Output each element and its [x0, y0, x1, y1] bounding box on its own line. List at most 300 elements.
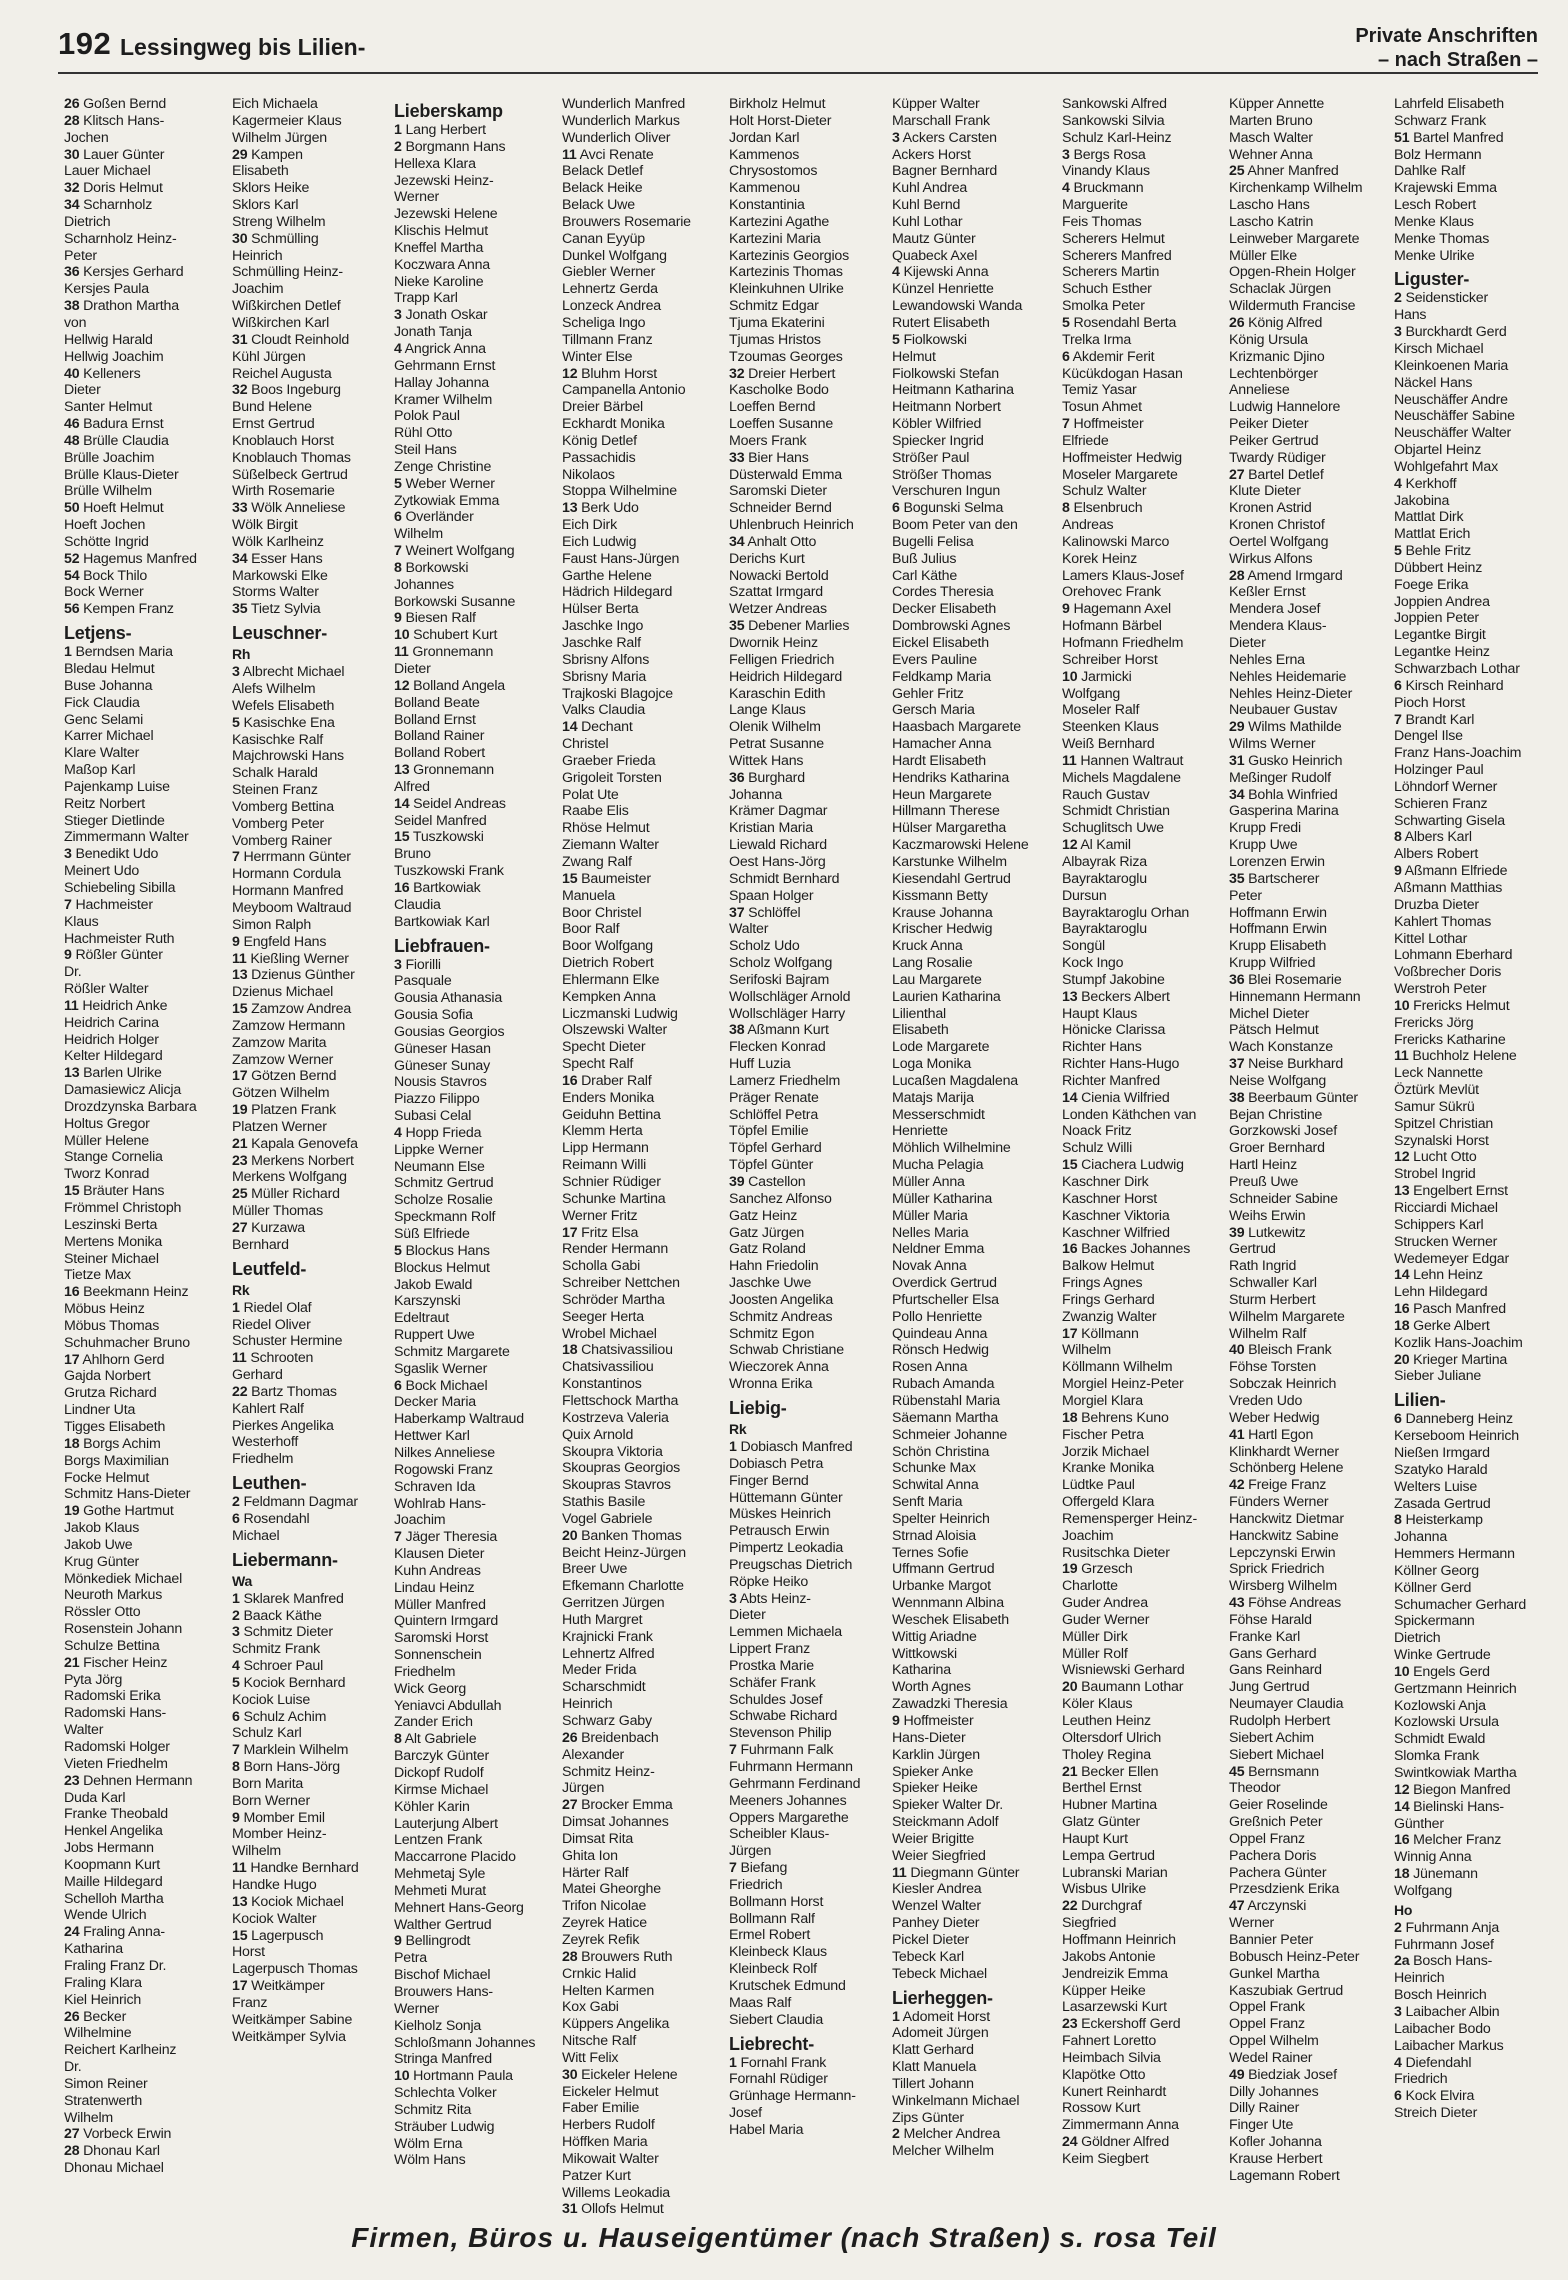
resident-entry: Hülser Margaretha [892, 820, 1007, 837]
resident-entry: Lorenzen Erwin [1229, 853, 1325, 870]
resident-entry: Foege Erika [1394, 576, 1469, 593]
resident-entry: Müller Elke [1229, 247, 1297, 264]
resident-entry: 16 Melcher Franz [1394, 1832, 1502, 1849]
resident-entry: Radomski Erika [64, 1688, 161, 1705]
resident-entry: Müller Dirk [1062, 1628, 1128, 1645]
resident-entry: Tebeck Michael [892, 1965, 987, 1982]
resident-entry: Peiker Gertrud [1229, 432, 1319, 449]
resident-entry: Hönicke Clarissa [1062, 1022, 1166, 1039]
resident-entry: Kleinbeck Rolf [729, 1961, 817, 1978]
resident-entry: Schnier Rüdiger [562, 1174, 661, 1190]
resident-entry: 4 Schroer Paul [232, 1658, 324, 1675]
section-label-line1: Private Anschriften [1355, 25, 1538, 47]
resident-entry: Jonath Tanja [394, 324, 472, 341]
resident-entry: Boor Wolfgang [562, 938, 653, 955]
section-label [1355, 24, 1538, 72]
house-number: 22 [1062, 1898, 1078, 1915]
house-number: 16 [1394, 1832, 1410, 1849]
resident-entry: Weschek Elisabeth [892, 1611, 1009, 1628]
resident-entry: Bollmann Horst [729, 1893, 824, 1910]
house-number: 20 [562, 1527, 578, 1544]
resident-entry: Breer Uwe [562, 1561, 628, 1578]
resident-entry: Berthel Ernst [1062, 1780, 1142, 1797]
resident-entry: Oppel Frank [1229, 1999, 1305, 2016]
resident-entry: Frings Gerhard [1062, 1291, 1155, 1308]
resident-entry: 14 Bielinski Hans- [1394, 1798, 1504, 1815]
resident-entry: Krug Günter [64, 1553, 140, 1570]
resident-entry: Leszinski Berta [64, 1216, 158, 1233]
house-number: 15 [232, 1001, 248, 1018]
resident-entry: Skoupras Georgios [562, 1460, 681, 1477]
house-number: 38 [729, 1022, 745, 1039]
house-number: 14 [394, 795, 410, 812]
house-number: 16 [1062, 1241, 1078, 1258]
resident-entry: 1 Berndsen Maria [64, 644, 173, 661]
resident-entry: Gousia Sofia [394, 1007, 473, 1024]
resident-entry: Lamerz Friedhelm [729, 1072, 841, 1089]
resident-entry: Klaus [64, 913, 99, 930]
house-number: 23 [64, 1772, 80, 1789]
resident-entry: Bobusch Heinz-Peter [1229, 1948, 1360, 1965]
resident-entry: Hormann Manfred [232, 883, 344, 900]
resident-entry: Krajnicki Frank [562, 1628, 653, 1645]
resident-entry: Wilhelm [1062, 1342, 1112, 1359]
resident-entry: Rusitschka Dieter [1062, 1544, 1170, 1561]
resident-entry: Heimbach Silvia [1062, 2049, 1161, 2066]
resident-entry: Wolfgang [1394, 1882, 1453, 1899]
resident-entry: 33 Wölk Anneliese [232, 500, 346, 517]
resident-entry: 32 Dreier Herbert [729, 365, 836, 382]
resident-entry: Kociok Luise [232, 1691, 311, 1708]
resident-entry: Winkelmann Michael [892, 2092, 1020, 2109]
house-number: 6 [1394, 2088, 1402, 2105]
house-number: 9 [394, 610, 402, 627]
resident-entry: Rosen Anna [892, 1359, 968, 1376]
resident-entry: Weiß Bernhard [1062, 736, 1155, 753]
resident-entry: Haberkamp Waltraud [394, 1411, 524, 1428]
resident-entry: Rubach Amanda [892, 1376, 995, 1393]
resident-entry: Finger Ute [1229, 2117, 1294, 2134]
house-number: 14 [1394, 1798, 1410, 1815]
street-heading: Liebig- [729, 1397, 787, 1418]
resident-entry: Heidrich Hildegard [729, 668, 843, 685]
resident-entry: Gans Reinhard [1229, 1662, 1322, 1679]
resident-entry: 4 Hopp Frieda [394, 1124, 482, 1141]
resident-entry: Bund Helene [232, 399, 312, 416]
resident-entry: Zimmermann Walter [64, 829, 189, 846]
resident-entry: Strößer Thomas [892, 466, 992, 483]
resident-entry: Maßop Karl [64, 762, 136, 779]
resident-entry: Hanckwitz Dietmar [1229, 1510, 1344, 1527]
resident-entry: Seeger Herta [562, 1308, 644, 1325]
house-number: 13 [1394, 1183, 1410, 1200]
resident-entry: 6 Kock Elvira [1394, 2088, 1475, 2105]
house-number: 4 [394, 340, 402, 357]
resident-entry: Fiolkowski Stefan [892, 365, 999, 382]
resident-entry: Lindner Uta [64, 1402, 136, 1419]
resident-entry: 51 Bartel Manfred [1394, 129, 1504, 146]
resident-entry: Decker Elisabeth [892, 601, 997, 618]
resident-entry: 19 Grzesch [1062, 1561, 1133, 1578]
resident-entry: Kielholz Sonja [394, 2017, 482, 2034]
resident-entry: Kleinbeck Klaus [729, 1944, 827, 1961]
resident-entry: Witt Felix [562, 2049, 619, 2066]
house-number: 22 [232, 1383, 248, 1400]
resident-entry: 34 Bohla Winfried [1229, 786, 1338, 803]
resident-entry: Flettschock Martha [562, 1392, 679, 1409]
resident-entry: Ricciardi Michael [1394, 1200, 1498, 1216]
resident-entry: Küpper Walter [892, 96, 980, 112]
resident-entry: Ermel Robert [729, 1927, 811, 1944]
resident-entry: 38 Drathon Martha [64, 298, 179, 315]
resident-entry: Zawadzki Theresia [892, 1696, 1008, 1713]
resident-entry: Sturm Herbert [1229, 1291, 1316, 1308]
resident-entry: Werner [394, 2000, 440, 2017]
resident-entry: Schmitz Andreas [729, 1308, 833, 1325]
resident-entry: Bagner Bernhard [892, 163, 998, 180]
resident-entry: Welters Luise [1394, 1478, 1478, 1495]
resident-entry: Sklors Karl [232, 197, 299, 214]
resident-entry: Johanna [1394, 1529, 1448, 1546]
resident-entry: 2 Feldmann Dagmar [232, 1494, 358, 1511]
resident-entry: Slomka Frank [1394, 1748, 1480, 1765]
resident-entry: Schunke Martina [562, 1190, 666, 1207]
house-number: 16 [562, 1072, 578, 1089]
resident-entry: Lechtenbörger [1229, 365, 1318, 382]
resident-entry: Dieter [1229, 635, 1266, 651]
resident-entry: Kock Ingo [1062, 955, 1124, 972]
house-number: 3 [394, 956, 402, 973]
resident-entry: Yeniavci Abdullah [394, 1697, 502, 1714]
resident-entry: Kühl Jürgen [232, 348, 306, 365]
resident-entry: Wittek Hans [729, 752, 804, 769]
resident-entry: Wrobel Michael [562, 1325, 657, 1342]
resident-entry: Nousis Stavros [394, 1074, 487, 1091]
resident-entry: Albayrak Riza [1062, 853, 1147, 870]
resident-entry: Gertrud [1229, 1241, 1276, 1258]
resident-entry: Haasbach Margarete [892, 719, 1021, 736]
resident-entry: 25 Ahner Manfred [1229, 163, 1339, 180]
house-number: 13 [394, 762, 410, 779]
resident-entry: Lascho Hans [1229, 197, 1310, 214]
resident-entry: Storms Walter [232, 584, 319, 601]
resident-entry: Weber Hedwig [1229, 1409, 1320, 1426]
resident-entry: 16 Draber Ralf [562, 1072, 652, 1089]
resident-entry: Preugschas Dietrich [729, 1556, 853, 1573]
resident-entry: Köler Klaus [1062, 1696, 1133, 1713]
house-number: 19 [64, 1503, 80, 1520]
resident-entry: Nelles Maria [892, 1224, 969, 1241]
resident-entry: Meyboom Waltraud [232, 899, 352, 916]
resident-entry: Düsterwald Emma [729, 466, 842, 483]
resident-entry: Dimsat Rita [562, 1830, 634, 1847]
resident-entry: Wölm Erna [394, 2135, 463, 2152]
resident-entry: Dieter [64, 382, 101, 399]
resident-entry: Dübbert Heinz [1394, 559, 1483, 576]
resident-entry: Schmitz Gertrud [394, 1175, 494, 1192]
house-number: 12 [1394, 1781, 1410, 1798]
resident-entry: 26 Becker [64, 2008, 127, 2025]
resident-entry: Huff Luzia [729, 1056, 791, 1073]
resident-entry: Wittkowski [892, 1645, 957, 1662]
resident-entry: Oppel Franz [1229, 2016, 1305, 2033]
resident-entry: Dr. [64, 2059, 82, 2076]
resident-entry: Elfriede [1062, 432, 1109, 449]
resident-entry: Scholze Rosalie [394, 1192, 493, 1209]
resident-entry: Grigoleit Torsten [562, 769, 662, 786]
resident-entry: Gehrmann Ferdinand [729, 1775, 861, 1792]
resident-entry: Kostrzeva Valeria [562, 1409, 669, 1426]
resident-entry: Süß Elfriede [394, 1226, 470, 1242]
resident-entry: Loeffen Susanne [729, 416, 834, 433]
house-number: 23 [232, 1152, 248, 1169]
resident-entry: Schmidt Ewald [1394, 1731, 1486, 1748]
house-number: 14 [1062, 1089, 1078, 1106]
resident-entry: Dietrich Robert [562, 955, 654, 972]
house-number: 49 [1229, 2066, 1245, 2083]
resident-entry: Schreiber Nettchen [562, 1275, 680, 1292]
resident-entry: Schulze Bettina [64, 1637, 160, 1654]
resident-entry: Herbers Rudolf [562, 2117, 655, 2134]
resident-entry: Jendreizik Emma [1062, 1965, 1168, 1982]
resident-entry: Müller Helene [64, 1132, 149, 1149]
resident-entry: Stratenwerth [64, 2092, 143, 2109]
resident-entry: Meder Frida [562, 1662, 637, 1679]
resident-entry: Haupt Klaus [1062, 1005, 1138, 1022]
house-number: 52 [64, 550, 80, 567]
resident-entry: Przesdzienk Erika [1229, 1881, 1340, 1898]
resident-entry: Zimmermann Anna [1062, 2117, 1179, 2134]
resident-entry: Hardt Elisabeth [892, 752, 986, 769]
resident-entry: Riedel Oliver [232, 1316, 311, 1333]
resident-entry: Novak Anna [892, 1258, 967, 1275]
house-number: 32 [729, 365, 745, 382]
resident-entry: Bolland Rainer [394, 728, 485, 745]
resident-entry: 3 Burckhardt Gerd [1394, 324, 1507, 341]
resident-entry: Efkemann Charlotte [562, 1578, 684, 1595]
resident-entry: Gousias Georgios [394, 1023, 505, 1040]
resident-entry: Ehlermann Elke [562, 971, 660, 988]
resident-entry: Heinrich [562, 1696, 613, 1713]
resident-entry: Menke Ulrike [1394, 247, 1475, 264]
resident-entry: Panhey Dieter [892, 1915, 980, 1932]
resident-entry: Vreden Udo [1229, 1392, 1303, 1409]
resident-entry: 7 Jäger Theresia [394, 1529, 498, 1546]
resident-entry: Peter [64, 247, 97, 264]
house-number: 4 [1062, 180, 1070, 197]
resident-entry: Pyta Jörg [64, 1671, 123, 1688]
resident-entry: 7 Fuhrmann Falk [729, 1742, 834, 1759]
page-title: Lessingweg bis Lilien- [120, 34, 366, 60]
resident-entry: Scheibler Klaus- [729, 1826, 830, 1843]
resident-entry: 26 Goßen Bernd [64, 96, 167, 112]
resident-entry: 35 Debener Marlies [729, 618, 850, 635]
resident-entry: Meeners Johannes [729, 1792, 847, 1809]
resident-entry: Henriette [892, 1123, 948, 1140]
resident-entry: Kirmse Michael [394, 1781, 489, 1798]
resident-entry: Richter Hans [1062, 1039, 1142, 1056]
resident-entry: Weier Siegfried [892, 1847, 986, 1864]
resident-entry: Uhlenbruch Heinrich [729, 517, 854, 534]
resident-entry: Zasada Gertrud [1394, 1495, 1491, 1512]
house-number: 34 [729, 533, 745, 550]
resident-entry: Rhöse Helmut [562, 820, 650, 837]
resident-entry: Schlechta Volker [394, 2085, 497, 2102]
resident-entry: Strucken Werner [1394, 1233, 1498, 1250]
resident-entry: 2 Fuhrmann Anja [1394, 1919, 1500, 1936]
resident-entry: Nitsche Ralf [562, 2033, 637, 2050]
resident-entry: 5 Kociok Bernhard [232, 1674, 346, 1691]
resident-entry: 17 Ahlhorn Gerd [64, 1351, 165, 1368]
resident-entry: Schlöffel Petra [729, 1106, 819, 1123]
directory-column-8 [1229, 96, 1394, 2186]
resident-entry: Horst [232, 1944, 265, 1961]
resident-entry: Campanella Antonio [562, 382, 686, 399]
resident-entry: Rössler Otto [64, 1604, 141, 1621]
resident-entry: Hoffmann Erwin [1229, 921, 1327, 938]
resident-entry: Jakob Uwe [64, 1536, 133, 1553]
resident-entry: Belack Uwe [562, 197, 635, 214]
house-number: 13 [232, 967, 248, 984]
resident-entry: Scholz Wolfgang [729, 955, 833, 972]
resident-entry: Kittel Lothar [1394, 930, 1468, 947]
resident-entry: Wende Ulrich [64, 1907, 147, 1924]
resident-entry: Sbrisny Maria [562, 668, 647, 685]
resident-entry: Sobczak Heinrich [1229, 1376, 1337, 1393]
resident-entry: Groer Bernhard [1229, 1140, 1325, 1157]
resident-entry: Kartezinis Thomas [729, 264, 843, 281]
house-number: 30 [232, 230, 248, 247]
resident-entry: Quix Arnold [562, 1426, 634, 1443]
house-number: 26 [1229, 314, 1245, 331]
resident-entry: Gousia Athanasia [394, 990, 503, 1007]
resident-entry: Joachim [1062, 1527, 1114, 1544]
resident-entry: Brouwers Rosemarie [562, 213, 691, 230]
resident-entry: 42 Freige Franz [1229, 1477, 1327, 1494]
resident-entry: 49 Biedziak Josef [1229, 2066, 1337, 2083]
resident-entry: Dunkel Wolfgang [562, 247, 667, 264]
resident-entry: Wölm Hans [394, 2152, 466, 2169]
resident-entry: Wunderlich Oliver [562, 129, 671, 146]
resident-entry: Krause Johanna [892, 904, 993, 921]
resident-entry: 39 Lutkewitz [1229, 1224, 1306, 1241]
resident-entry: Dieter [394, 661, 431, 677]
resident-entry: Johannes [394, 576, 454, 593]
house-number: 30 [64, 146, 80, 163]
resident-entry: 12 Bolland Angela [394, 677, 505, 694]
resident-entry: Bosch Heinrich [1394, 1987, 1487, 2004]
resident-entry: 6 Danneberg Heinz [1394, 1411, 1513, 1428]
resident-entry: Loeffen Bernd [729, 399, 816, 416]
resident-entry: Reichert Karlheinz [64, 2042, 177, 2059]
resident-entry: Menke Thomas [1394, 230, 1490, 247]
resident-entry: Kaschner Dirk [1062, 1174, 1149, 1190]
resident-entry: Lagemann Robert [1229, 2167, 1340, 2184]
resident-entry: Franz Hans-Joachim [1394, 745, 1522, 762]
resident-entry: 14 Cienia Wilfried [1062, 1089, 1170, 1106]
resident-entry: Schumacher Gerhard [1394, 1596, 1527, 1613]
resident-entry: Dilly Rainer [1229, 2100, 1300, 2117]
resident-entry: Klare Walter [64, 745, 140, 762]
resident-entry: 12 Bluhm Horst [562, 365, 657, 382]
house-number: 50 [64, 500, 80, 517]
resident-entry: 7 Hoffmeister [1062, 416, 1144, 433]
resident-entry: Neumayer Claudia [1229, 1696, 1344, 1713]
resident-entry: Müller Thomas [232, 1203, 323, 1220]
resident-entry: Tuszkowski Frank [394, 863, 504, 880]
directory-column-9 [1394, 96, 1559, 2186]
resident-entry: Kranke Monika [1062, 1460, 1155, 1477]
resident-entry: Konstantinos [562, 1376, 642, 1393]
resident-entry: 3 Ackers Carsten [892, 129, 997, 146]
resident-entry: Kissmann Betty [892, 887, 988, 904]
house-number: 5 [394, 1242, 402, 1259]
house-number: 27 [232, 1220, 248, 1236]
resident-entry: Mehmetaj Syle [394, 1866, 486, 1883]
district-code: Wa [232, 1572, 253, 1589]
resident-entry: 30 Lauer Günter [64, 146, 165, 163]
resident-entry: Moers Frank [729, 432, 807, 449]
street-heading: Leuthen- [232, 1473, 307, 1494]
resident-entry: Haupt Kurt [1062, 1830, 1128, 1847]
resident-entry: Christel [562, 736, 609, 753]
resident-entry: Wilhelm Ralf [1229, 1325, 1307, 1342]
resident-entry: König Ursula [1229, 331, 1308, 348]
resident-entry: Grutza Richard [64, 1385, 157, 1402]
resident-entry: 26 König Alfred [1229, 314, 1323, 331]
resident-entry: Fuhrmann Josef [1394, 1936, 1494, 1953]
house-number: 54 [64, 567, 80, 584]
resident-entry: Kascholke Bodo [729, 382, 829, 399]
resident-entry: Wilms Werner [1229, 736, 1316, 753]
resident-entry: Dimsat Johannes [562, 1814, 669, 1831]
district-code: Rh [232, 646, 251, 663]
resident-entry: Noack Fritz [1062, 1123, 1132, 1140]
house-number: 7 [729, 1742, 737, 1759]
resident-entry: Ghita Ion [562, 1847, 618, 1864]
resident-entry: Garthe Helene [562, 567, 652, 584]
resident-entry: Friedhelm [394, 1663, 456, 1680]
resident-entry: 28 Brouwers Ruth [562, 1948, 673, 1965]
resident-entry: Öztürk Mevlüt [1394, 1082, 1479, 1099]
resident-entry: Smolka Peter [1062, 298, 1145, 315]
house-number: 36 [1229, 971, 1245, 988]
house-number: 2 [394, 138, 402, 155]
resident-entry: Tholey Regina [1062, 1746, 1151, 1763]
resident-entry: Götzen Wilhelm [232, 1085, 330, 1102]
resident-entry: Tigges Elisabeth [64, 1418, 166, 1435]
resident-entry: 3 Jonath Oskar [394, 307, 488, 324]
resident-entry: Fünders Werner [1229, 1494, 1329, 1511]
house-number: 21 [232, 1135, 248, 1152]
resident-entry: Holt Horst-Dieter [729, 112, 832, 129]
resident-entry: Jezewski Helene [394, 206, 498, 223]
house-number: 3 [1394, 2003, 1402, 2020]
resident-entry: Scherers Martin [1062, 264, 1160, 281]
house-number: 7 [729, 1860, 737, 1877]
resident-entry: Seidel Manfred [394, 812, 487, 829]
resident-entry: Wedemeyer Edgar [1394, 1250, 1510, 1267]
house-number: 3 [892, 129, 900, 146]
resident-entry: Klatt Gerhard [892, 2042, 974, 2059]
resident-entry: Friedhelm [232, 1451, 294, 1468]
street-heading: Lilien- [1394, 1390, 1446, 1411]
resident-entry: Katharina [64, 1941, 123, 1958]
resident-entry: Wollschläger Arnold [729, 988, 851, 1005]
resident-entry: 8 Borkowski [394, 559, 469, 576]
resident-entry: 54 Bock Thilo [64, 567, 148, 584]
resident-entry: Zeyrek Refik [562, 1931, 640, 1948]
